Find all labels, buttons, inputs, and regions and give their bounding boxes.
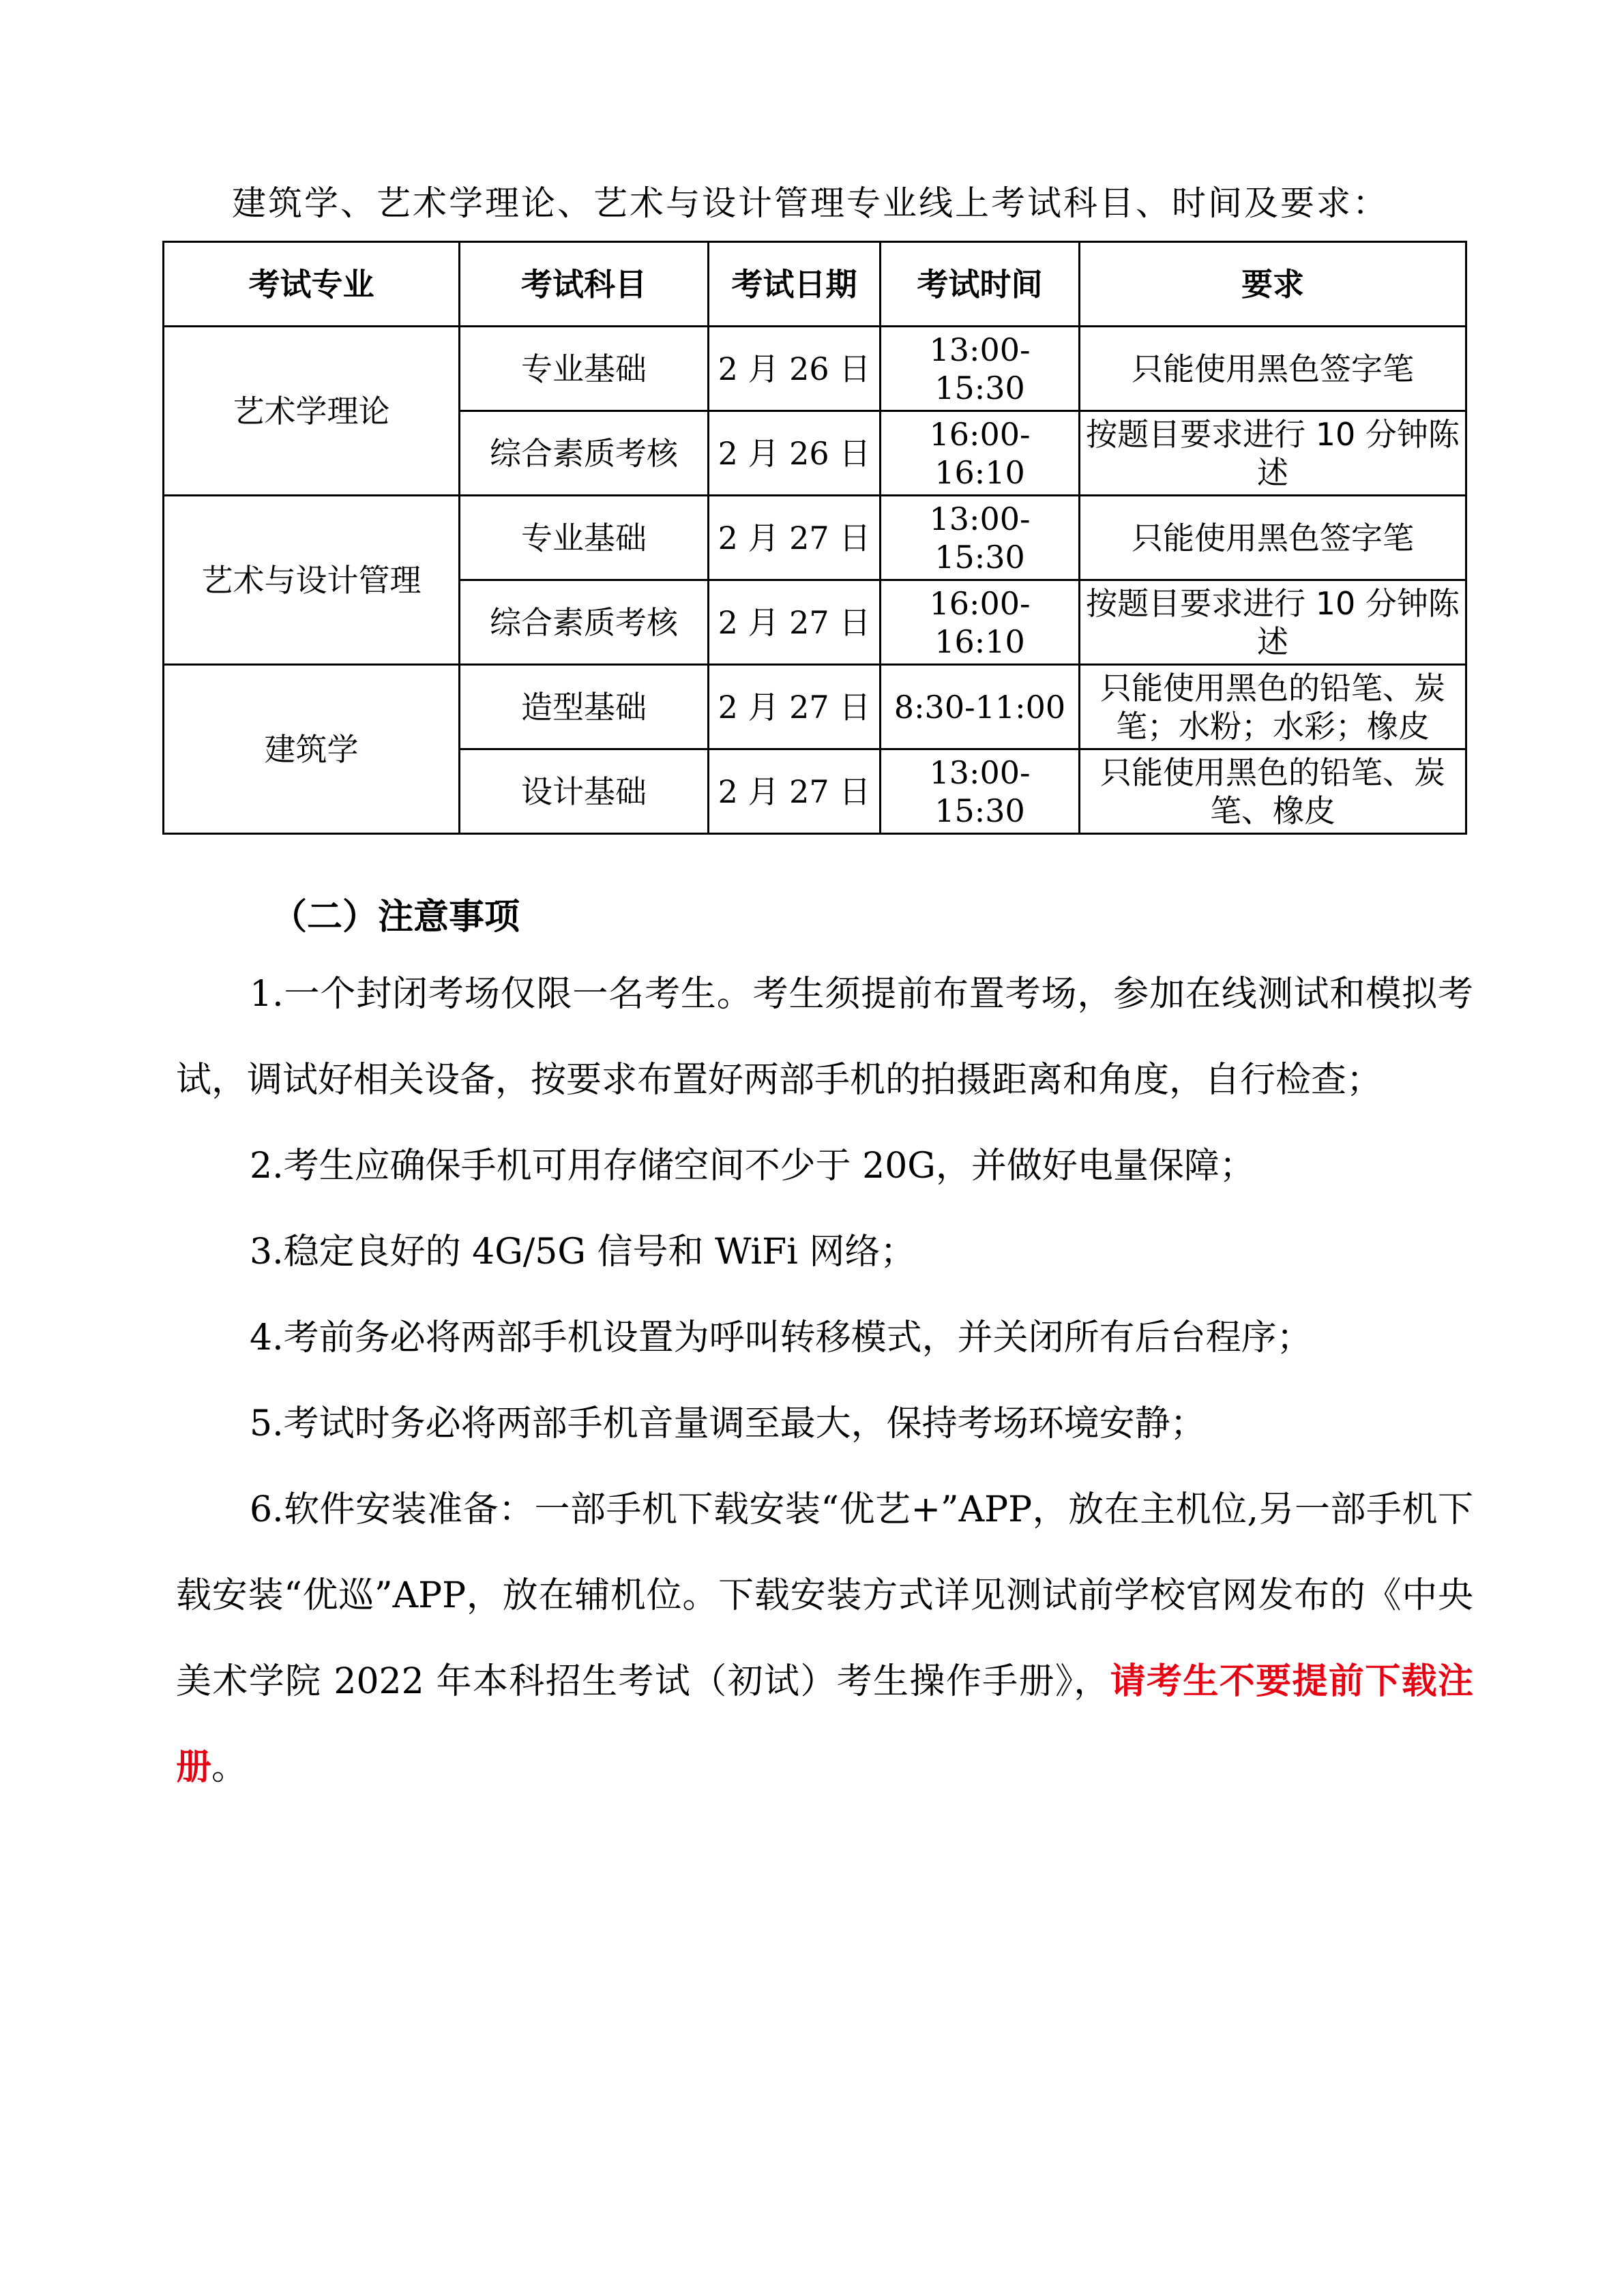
- header-major: 考试专业: [164, 242, 460, 327]
- subject-cell: 综合素质考核: [460, 580, 709, 665]
- header-date: 考试日期: [709, 242, 881, 327]
- note-item-6-warning: 请考生不要提前下载注册: [176, 1661, 1473, 1788]
- date-cell: 2 月 26 日: [709, 327, 881, 411]
- subject-cell: 综合素质考核: [460, 411, 709, 496]
- table-header-row: [164, 242, 1466, 327]
- intro-line: 建筑学、艺术学理论、艺术与设计管理专业线上考试科目、时间及要求：: [232, 183, 1389, 223]
- note-item: 3.稳定良好的 4G/5G 信号和 WiFi 网络；: [250, 1232, 916, 1272]
- note-item-6-text: 6.软件安装准备：一部手机下载安装“优艺+”APP，放在主机位,另一部手机下载安装“优巡”APP，放在辅机位。下载安装方式详见测试前学校官网发布的《中央美术学院 2022 年本科招生考试（初试）考生操作手册》，: [176, 1489, 1473, 1702]
- exam-schedule-table: [162, 241, 1467, 835]
- note-item: 4.考前务必将两部手机设置为呼叫转移模式，并关闭所有后台程序；: [250, 1317, 1312, 1358]
- note-item-6-end: 。: [211, 1747, 248, 1788]
- major-cell: 建筑学: [164, 665, 460, 834]
- time-cell: 13:00-15:30: [881, 327, 1080, 411]
- header-requirement: 要求: [1080, 242, 1466, 327]
- subject-cell: 专业基础: [460, 327, 709, 411]
- header-time: 考试时间: [881, 242, 1080, 327]
- date-cell: 2 月 27 日: [709, 580, 881, 665]
- time-cell: 13:00-15:30: [881, 749, 1080, 834]
- date-cell: 2 月 27 日: [709, 496, 881, 580]
- subject-cell: 造型基础: [460, 665, 709, 749]
- major-cell: 艺术学理论: [164, 327, 460, 496]
- subject-cell: 设计基础: [460, 749, 709, 834]
- time-cell: 16:00-16:10: [881, 580, 1080, 665]
- date-cell: 2 月 27 日: [709, 665, 881, 749]
- table-row: [164, 665, 1466, 749]
- major-cell: 艺术与设计管理: [164, 496, 460, 665]
- requirement-cell: 只能使用黑色的铅笔、炭笔；水粉；水彩；橡皮: [1080, 665, 1466, 749]
- table-row: [164, 496, 1466, 580]
- requirement-cell: 按题目要求进行 10 分钟陈述: [1080, 580, 1466, 665]
- time-cell: 13:00-15:30: [881, 496, 1080, 580]
- requirement-cell: 只能使用黑色的铅笔、炭笔、橡皮: [1080, 749, 1466, 834]
- note-item: [176, 1467, 1473, 1810]
- date-cell: 2 月 26 日: [709, 411, 881, 496]
- table-row: [164, 327, 1466, 411]
- time-cell: 16:00-16:10: [881, 411, 1080, 496]
- header-subject: 考试科目: [460, 242, 709, 327]
- requirement-cell: 只能使用黑色签字笔: [1080, 327, 1466, 411]
- requirement-cell: 只能使用黑色签字笔: [1080, 496, 1466, 580]
- date-cell: 2 月 27 日: [709, 749, 881, 834]
- note-item: 5.考试时务必将两部手机音量调至最大，保持考场环境安静；: [250, 1403, 1206, 1444]
- notes-heading: （二）注意事项: [271, 897, 520, 938]
- subject-cell: 专业基础: [460, 496, 709, 580]
- note-item: 2.考生应确保手机可用存储空间不少于 20G，并做好电量保障；: [250, 1146, 1255, 1187]
- requirement-cell: 按题目要求进行 10 分钟陈述: [1080, 411, 1466, 496]
- time-cell: 8:30-11:00: [881, 665, 1080, 749]
- note-item: 1.一个封闭考场仅限一名考生。考生须提前布置考场，参加在线测试和模拟考试，调试好相关设备，按要求布置好两部手机的拍摄距离和角度，自行检查；: [176, 974, 1473, 1101]
- notes-list: [176, 951, 1473, 1810]
